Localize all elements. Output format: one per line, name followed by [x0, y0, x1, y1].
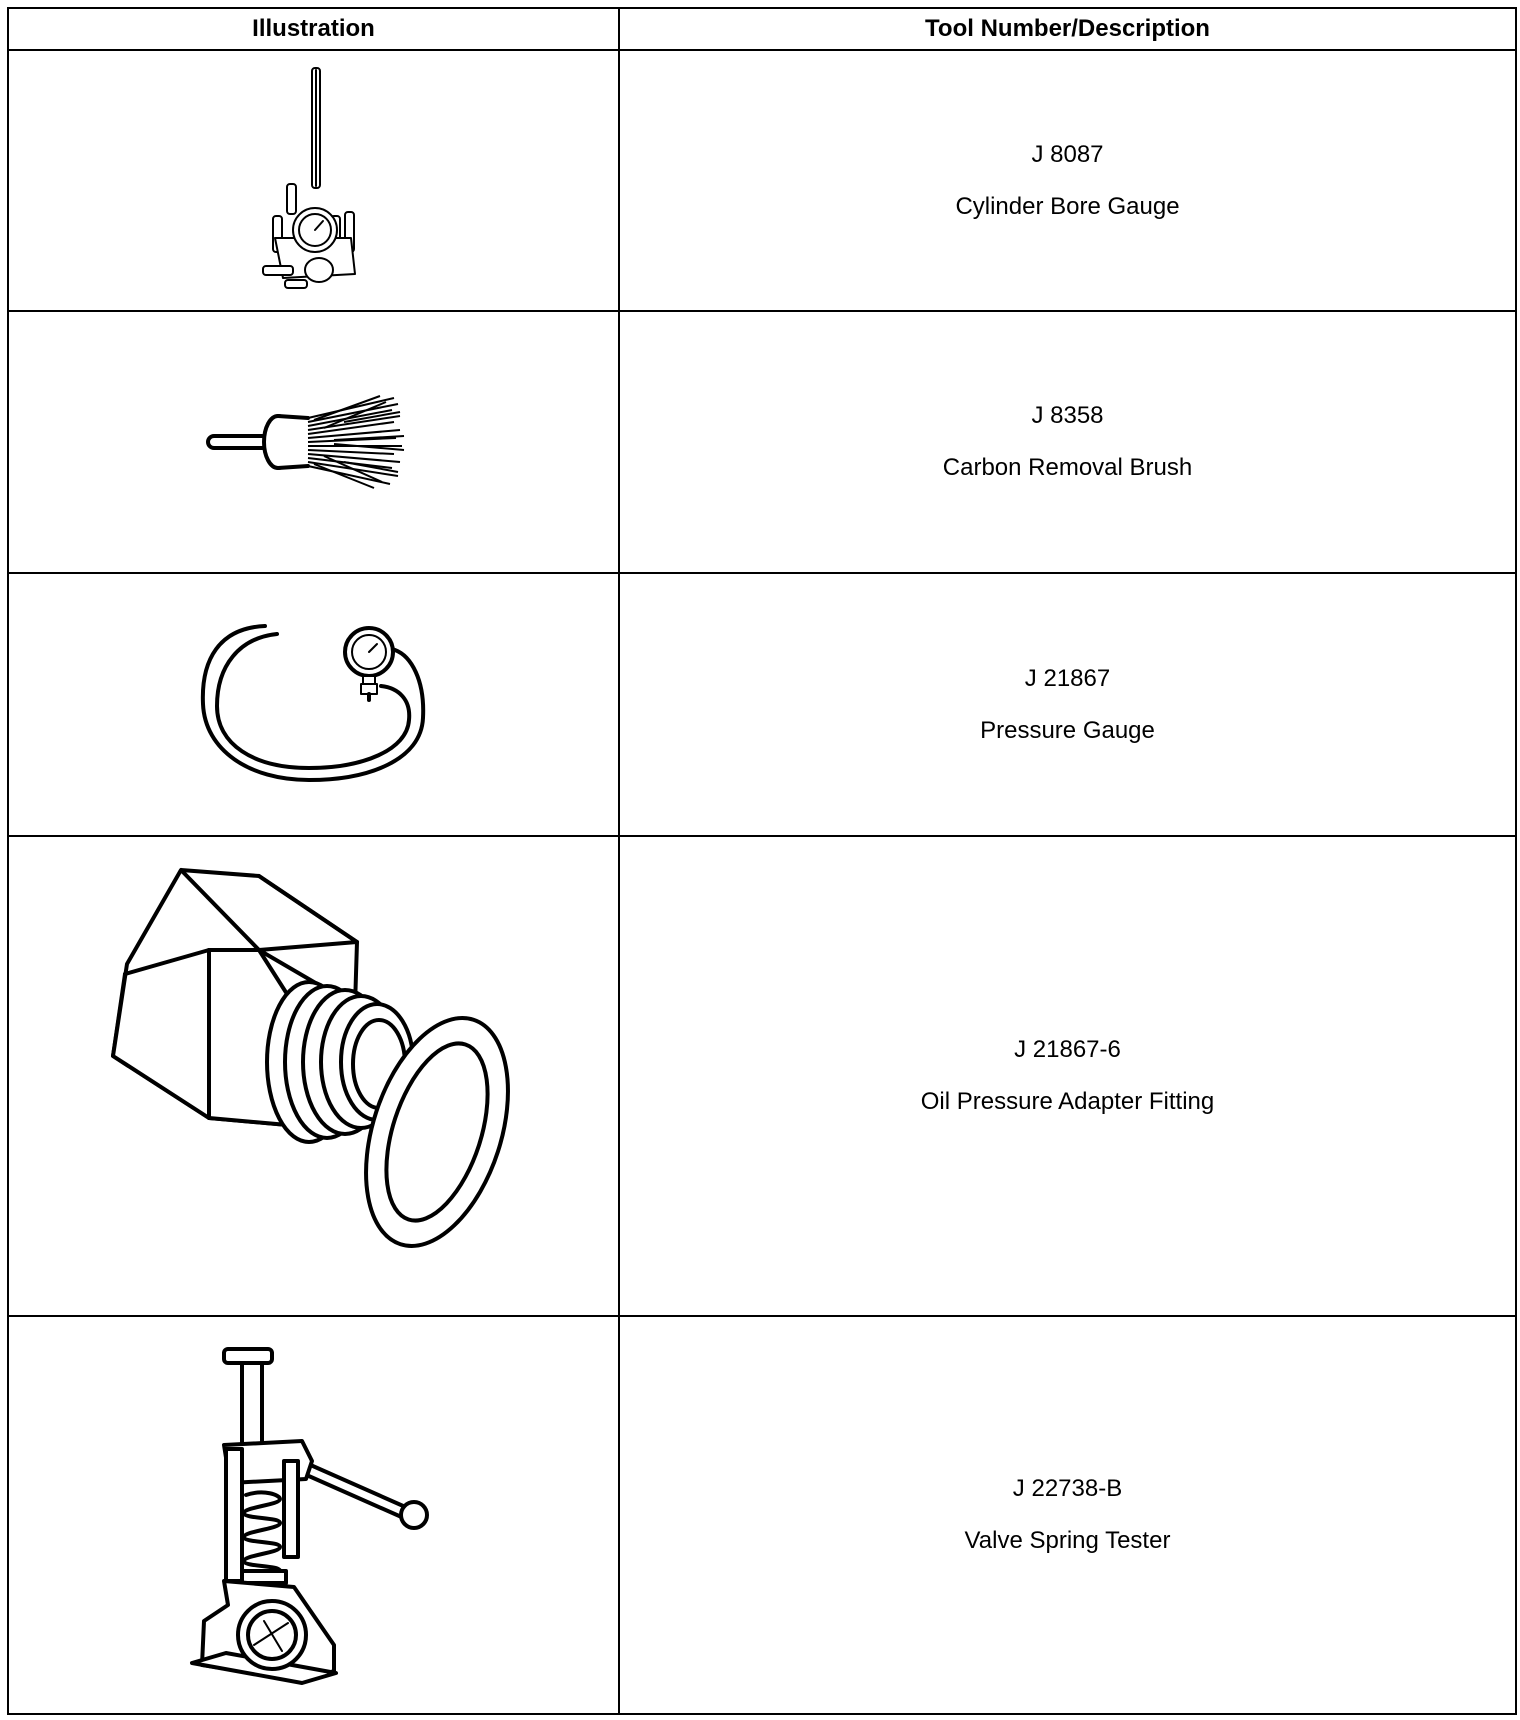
tool-name: Cylinder Bore Gauge: [955, 192, 1180, 220]
tool-number: J 22738-B: [1012, 1475, 1123, 1502]
description-cell: [619, 1316, 1516, 1714]
valve-spring-tester-illustration: [184, 1345, 444, 1685]
tool-number: J 21867: [1024, 664, 1111, 692]
tool-number: J 21867-6: [1014, 1036, 1121, 1063]
pressure-gauge-illustration: [199, 620, 429, 790]
illustration-cell: [8, 836, 619, 1316]
description-cell: [619, 573, 1516, 836]
description-cell: [619, 50, 1516, 311]
oil-pressure-adapter-fitting-illustration: [89, 866, 539, 1286]
cylinder-bore-gauge-illustration: [259, 66, 369, 296]
table-row: [8, 1316, 1516, 1714]
header-tool-description: Tool Number/Description: [619, 8, 1516, 50]
table-row: [8, 311, 1516, 573]
tool-number: J 8358: [1031, 402, 1104, 429]
table-row: [8, 573, 1516, 836]
carbon-removal-brush-illustration: [204, 392, 424, 492]
tool-name: Oil Pressure Adapter Fitting: [920, 1088, 1215, 1115]
header-illustration: Illustration: [8, 8, 619, 50]
illustration-cell: [8, 573, 619, 836]
header-row: [8, 8, 1516, 50]
description-cell: [619, 836, 1516, 1316]
tool-name: Carbon Removal Brush: [942, 454, 1193, 481]
illustration-cell: [8, 311, 619, 573]
tool-name: Valve Spring Tester: [964, 1527, 1171, 1554]
tool-name: Pressure Gauge: [980, 716, 1155, 744]
description-cell: [619, 311, 1516, 573]
table-row: [8, 50, 1516, 311]
illustration-cell: [8, 1316, 619, 1714]
illustration-cell: [8, 50, 619, 311]
tool-number: J 8087: [1031, 140, 1104, 168]
tool-table: [7, 7, 1517, 1715]
table-row: [8, 836, 1516, 1316]
